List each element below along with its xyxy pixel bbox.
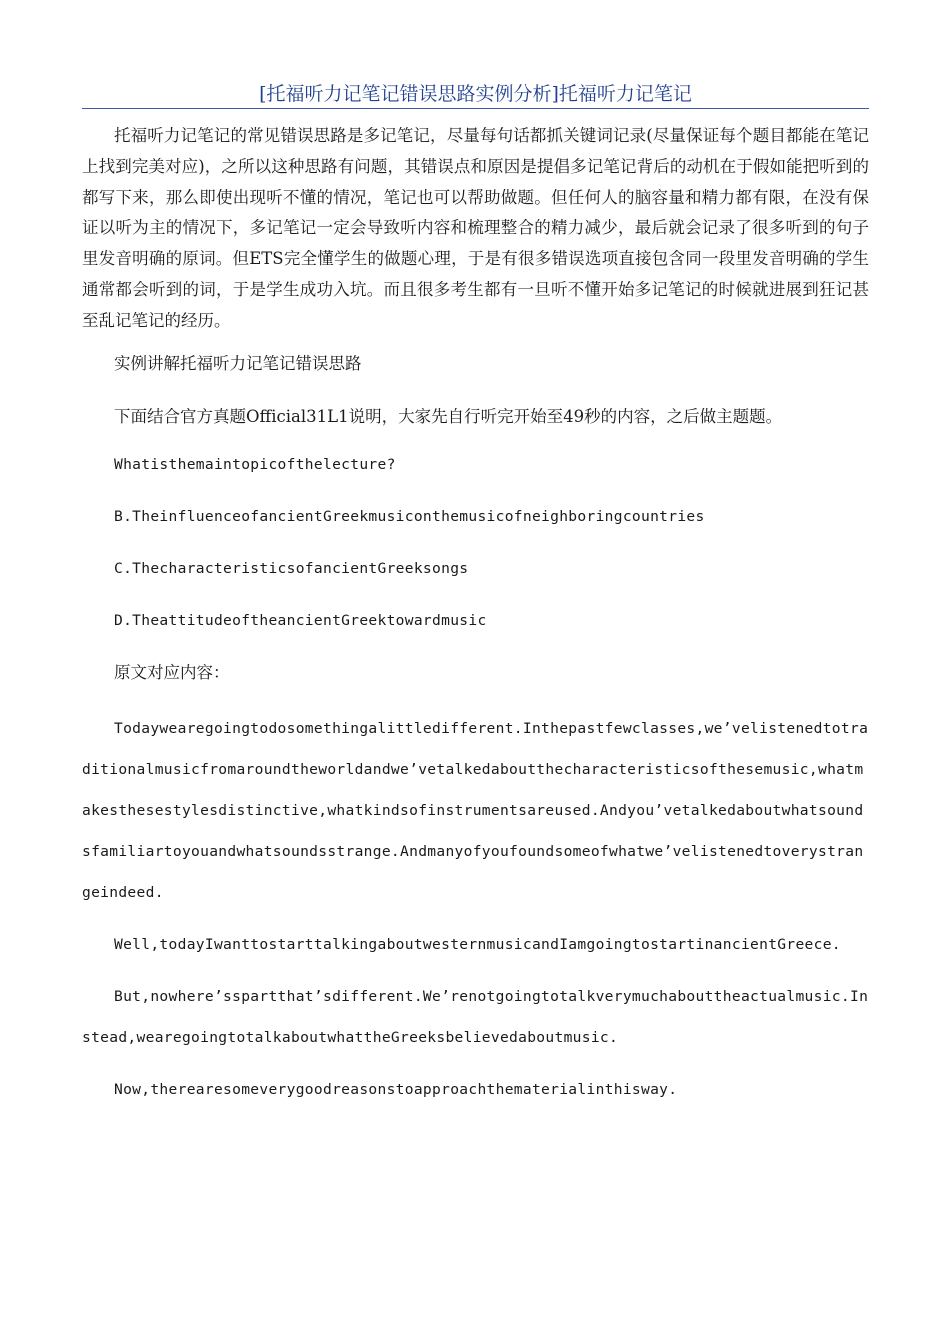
option-b: B.TheinfluenceofancientGreekmusiconthemusicofneighboringcountries [114, 508, 705, 526]
lead-in-paragraph: 下面结合官方真题Official31L1说明，大家先自行听完开始至49秒的内容，之后做主题题。 [114, 407, 783, 427]
transcript-paragraph-3: But,nowhere’sspartthat’sdifferent.We’renotgoingtotalkverymuchabouttheactualmusic.Instead,wearegoingtotalkaboutwhattheGreeksbelievedaboutmusic. [82, 987, 869, 1046]
section-heading: 实例讲解托福听力记笔记错误思路 [114, 353, 362, 373]
transcript-paragraph-4: Now,therearesomeverygoodreasonstoapproachthematerialinthisway. [114, 1080, 678, 1098]
option-c: C.ThecharacteristicsofancientGreeksongs [114, 560, 469, 578]
document-page [82, 0, 869, 1110]
question-text: Whatisthemaintopicofthelecture? [114, 456, 396, 474]
document-title: [托福听力记笔记错误思路实例分析]托福听力记笔记 [259, 83, 692, 105]
transcript-paragraph-2: Well,todayIwanttostarttalkingaboutwesternmusicandIamgoingtostartinancientGreece. [114, 935, 841, 953]
intro-paragraph: 托福听力记笔记的常见错误思路是多记笔记，尽量每句话都抓关键词记录(尽量保证每个题目都能在笔记上找到完美对应)，之所以这种思路有问题，其错误点和原因是提倡多记笔记背后的动机在于假如能把听到的都写下来，那么即使出现听不懂的情况，笔记也可以帮助做题。但任何人的脑容量和精力都有限，在没有保证以听为主的情况下，多记笔记一定会导致听内容和梳理整合的精力减少，最后就会记录了很多听到的句子里发音明确的原词。但ETS完全懂学生的做题心理，于是有很多错误选项直接包含同一段里发音明确的学生通常都会听到的词，于是学生成功入坑。而且很多考生都有一旦听不懂开始多记笔记的时候就进展到狂记甚至乱记笔记的经历。 [82, 126, 869, 330]
option-d: D.TheattitudeoftheancientGreektowardmusic [114, 612, 487, 630]
title-divider [82, 108, 869, 109]
source-label: 原文对应内容： [114, 663, 230, 683]
transcript-paragraph-1: Todaywearegoingtodosomethingalittledifferent.Inthepastfewclasses,we’velistenedtotraditionalmusicfromaroundtheworldandwe’vetalkedaboutthecharacteristicsofthesemusic,whatmakesthesestylesdistinctive,whatkindsofinstrumentsareused.Andyou’vetalkedaboutwhatsoundsfamiliartoyouandwhatsoundsstrange.Andmanyofyoufoundsomeofwhatwe’velistenedtoverystrangeindeed. [82, 719, 869, 901]
